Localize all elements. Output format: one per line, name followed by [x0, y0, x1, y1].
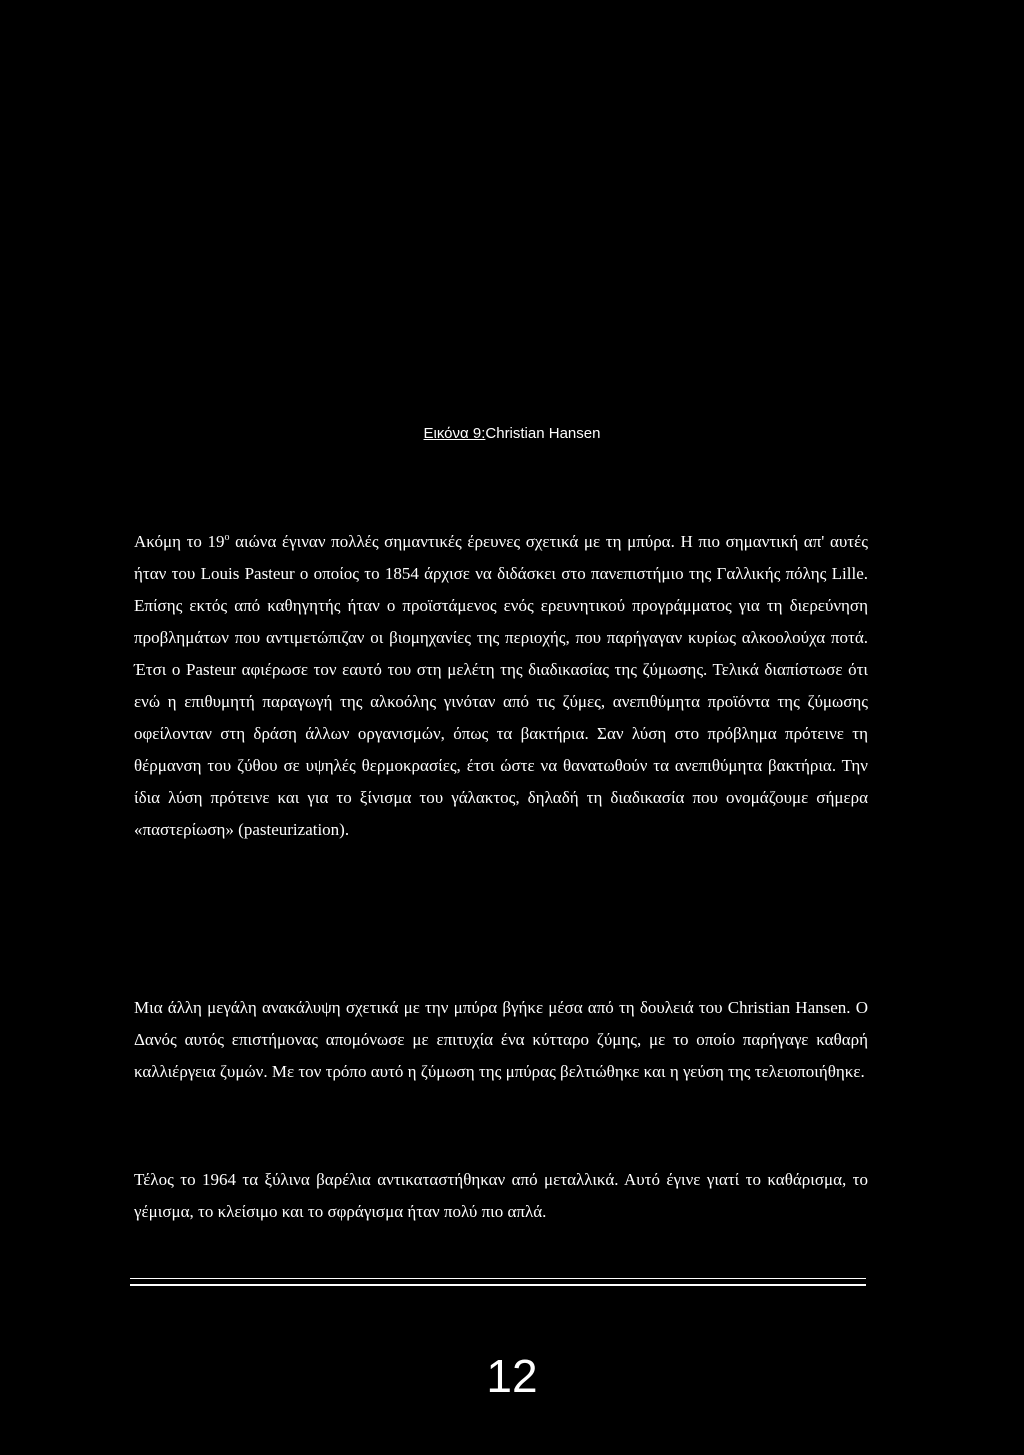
ordinal-superscript: ο [224, 532, 230, 543]
figure-caption-title: Christian Hansen [485, 425, 601, 442]
footer-divider-bottom [130, 1284, 866, 1286]
figure-caption-label: Εικόνα 9: [423, 425, 486, 442]
paragraph-pasteur-rest: αιώνα έγιναν πολλές σημαντικές έρευνες σχετικά με τη μπύρα. Η πιο σημαντική απ' αυτές ήταν του Louis Pasteur ο οποίος το 1854 άρχισε να διδάσκει στο πανεπιστήμιο της Γαλλικής πόλης Lille. Επίσης εκτός από καθηγητής ήταν ο προϊστάμενος ενός ερευνητικού προγράμματος για τη διερεύνηση προβλημάτων που αντιμετώπιζαν οι βιομηχανίες της περιοχής, που παρήγαγαν κυρίως αλκοολούχα ποτά. Έτσι ο Pasteur αφιέρωσε τον εαυτό του στη μελέτη της διαδικασίας της ζύμωσης. Τελικά διαπίστωσε ότι ενώ η επιθυμητή παραγωγή της αλκοόλης γινόταν από τις ζύμες, ανεπιθύμητα προϊόντα της ζύμωσης οφείλονταν στη δράση άλλων οργανισμών, όπως τα βακτήρια. Σαν λύση στο πρόβλημα πρότεινε τη θέρμανση του ζύθου σε υψηλές θερμοκρασίες, έτσι ώστε να θανατωθούν τα ανεπιθύμητα βακτήρια. Την ίδια λύση πρότεινε και για το ξίνισμα του γάλακτος, δηλαδή τη διαδικασία που ονομάζουμε σήμερα «παστερίωση» (pasteurization). [134, 532, 868, 839]
paragraph-pasteur [134, 526, 868, 846]
footer-divider-top [130, 1278, 866, 1279]
paragraph-barrels [134, 1164, 868, 1228]
paragraph-pasteur-start: Ακόμη το 19 [134, 532, 225, 551]
page-number: 12 [486, 1350, 538, 1402]
paragraph-hansen [134, 992, 868, 1088]
paragraph-hansen-text: Μια άλλη μεγάλη ανακάλυψη σχετικά με την μπύρα βγήκε μέσα από τη δουλειά του Christian Hansen. Ο Δανός αυτός επιστήμονας απομόνωσε με επιτυχία ένα κύτταρο ζύμης, με το οποίο παρήγαγε καθαρή καλλιέργεια ζυμών. Με τον τρόπο αυτό η ζύμωση της μπύρας βελτιώθηκε και η γεύση της τελειοποιήθηκε. [134, 998, 868, 1081]
figure-caption [0, 424, 1024, 444]
paragraph-barrels-text: Τέλος το 1964 τα ξύλινα βαρέλια αντικαταστήθηκαν από μεταλλικά. Αυτό έγινε γιατί το καθάρισμα, το γέμισμα, το κλείσιμο και το σφράγισμα ήταν πολύ πιο απλά. [134, 1170, 868, 1221]
